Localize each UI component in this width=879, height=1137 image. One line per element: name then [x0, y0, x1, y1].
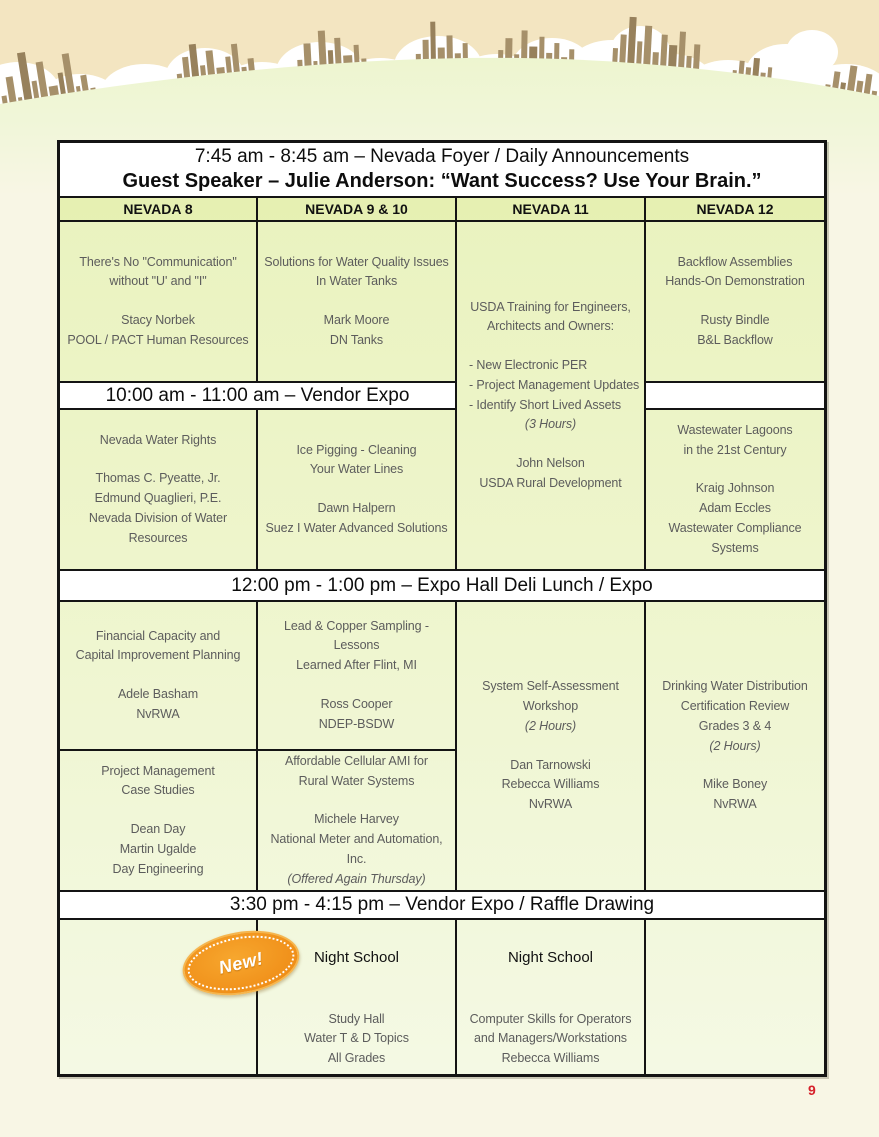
session-line: - New Electronic PER: [469, 358, 588, 372]
session-nevada-water-rights: [59, 409, 257, 570]
session-line: Nevada Division of Water: [88, 510, 228, 525]
session-line: Systems: [711, 540, 759, 555]
session-line: USDA Rural Development: [479, 475, 622, 490]
session-self-assessment-workshop: [456, 601, 645, 891]
session-line: Rusty Bindle: [700, 313, 770, 327]
session-line: Dean Day: [130, 822, 186, 837]
session-line: Study Hall: [328, 1011, 385, 1026]
session-line: Thomas C. Pyeatte, Jr.: [95, 471, 221, 486]
session-line: Rural Water Systems: [298, 773, 415, 788]
session-line: Dan Tarnowski: [510, 757, 591, 772]
session-line: John Nelson: [516, 456, 585, 470]
vendor-expo-band: 10:00 am - 11:00 am – Vendor Expo: [59, 382, 456, 409]
session-communication: [59, 221, 257, 382]
session-line: Learned After Flint, MI: [296, 658, 417, 673]
session-line: Adam Eccles: [699, 501, 771, 515]
session-line: Ice Pigging - Cleaning: [296, 442, 417, 457]
session-line: Dawn Halpern: [317, 501, 396, 515]
session-financial-capacity: [59, 601, 257, 750]
session-line: Wastewater Lagoons: [677, 422, 793, 437]
session-line: USDA Training for Engineers,: [470, 299, 631, 314]
session-line: B&L Backflow: [697, 332, 773, 347]
room-header-nevada-9-10: NEVADA 9 & 10: [257, 197, 456, 221]
session-line: Mike Boney: [702, 777, 768, 792]
session-ice-pigging: [257, 409, 456, 570]
empty-cell-nevada-12: [645, 919, 825, 1075]
session-cellular-ami: [257, 750, 456, 891]
room-header-nevada-12: NEVADA 12: [645, 197, 825, 221]
schedule-table: [57, 140, 827, 1077]
session-line: Wastewater Compliance: [668, 520, 802, 535]
session-line: Affordable Cellular AMI for: [285, 753, 428, 768]
session-line: Architects and Owners:: [486, 319, 615, 334]
session-line: (2 Hours): [524, 718, 577, 733]
session-line: NvRWA: [713, 797, 757, 811]
session-line: Kraig Johnson: [695, 481, 775, 496]
session-line: - Project Management Updates: [469, 377, 640, 392]
session-line: in the 21st Century: [683, 442, 787, 457]
room-header-nevada-8: NEVADA 8: [59, 197, 257, 221]
daily-announcement-header: [59, 142, 825, 197]
session-line: Night School: [507, 949, 594, 966]
session-line: Resources: [128, 530, 188, 545]
new-badge-label: New!: [216, 947, 266, 978]
session-line: Financial Capacity and: [95, 628, 221, 643]
session-line: - Identify Short Lived Assets: [469, 397, 622, 412]
session-line: Lead & Copper Sampling - Lessons: [284, 618, 429, 653]
session-line: Grades 3 & 4: [698, 718, 772, 733]
session-line: System Self-Assessment: [482, 679, 619, 694]
session-line: NDEP-BSDW: [318, 716, 395, 731]
session-lead-copper: [257, 601, 456, 750]
session-line: Edmund Quaglieri, P.E.: [94, 491, 222, 506]
session-line: Certification Review: [680, 699, 790, 713]
session-line: Suez I Water Advanced Solutions: [265, 520, 448, 535]
session-line: There's No "Communication": [79, 254, 237, 269]
session-line: Computer Skills for Operators: [469, 1011, 632, 1026]
session-line: Backflow Assemblies: [677, 254, 793, 269]
session-line: Your Water Lines: [309, 462, 404, 477]
nevada-12-gap-cell: [645, 382, 825, 409]
session-line: Adele Basham: [117, 687, 199, 701]
session-line: All Grades: [327, 1051, 386, 1066]
session-line: Rebecca Williams: [501, 1051, 600, 1066]
raffle-drawing-band: 3:30 pm - 4:15 pm – Vendor Expo / Raffle Drawing: [59, 891, 825, 919]
session-line: without "U' and "I": [109, 274, 207, 289]
session-line: and Managers/Workstations: [474, 1031, 627, 1046]
session-line: NvRWA: [528, 797, 573, 811]
session-line: Solutions for Water Quality Issues: [264, 254, 449, 269]
session-line: (2 Hours): [709, 738, 761, 753]
session-line: Day Engineering: [112, 861, 204, 876]
session-line: Mark Moore: [323, 313, 390, 327]
session-line: (Offered Again Thursday): [287, 871, 426, 886]
night-school-computer-skills: [456, 919, 645, 1075]
session-line: Nevada Water Rights: [99, 432, 217, 447]
session-water-quality-tanks: [257, 221, 456, 382]
session-line: Rebecca Williams: [501, 777, 600, 792]
session-project-management: [59, 750, 257, 891]
room-header-nevada-11: NEVADA 11: [456, 197, 645, 221]
deli-lunch-band: 12:00 pm - 1:00 pm – Expo Hall Deli Lunch / Expo: [59, 570, 825, 601]
session-line: Hands-On Demonstration: [665, 274, 805, 289]
announcement-time-line: 7:45 am - 8:45 am – Nevada Foyer / Daily Announcements: [194, 146, 690, 167]
session-line: (3 Hours): [524, 417, 577, 432]
page-number: 9: [808, 1082, 816, 1098]
session-line: Night School: [313, 949, 400, 966]
session-line: In Water Tanks: [315, 274, 398, 289]
session-line: National Meter and Automation, Inc.: [270, 832, 443, 866]
session-wastewater-lagoons: [645, 409, 825, 570]
session-line: Drinking Water Distribution: [662, 679, 808, 694]
session-drinking-water-certification: [645, 601, 825, 891]
session-line: Ross Cooper: [320, 696, 393, 711]
session-line: POOL / PACT Human Resources: [67, 332, 249, 347]
guest-speaker-line: Guest Speaker – Julie Anderson: “Want Success? Use Your Brain.”: [122, 170, 762, 192]
session-backflow-assemblies: [645, 221, 825, 382]
session-line: Project Management: [101, 763, 215, 778]
session-line: NvRWA: [136, 706, 180, 721]
session-line: Water T & D Topics: [304, 1031, 409, 1046]
session-usda-training: [456, 221, 645, 570]
session-line: DN Tanks: [329, 332, 384, 347]
session-line: Case Studies: [121, 783, 195, 798]
session-line: Workshop: [522, 699, 579, 713]
session-line: Michele Harvey: [314, 812, 399, 827]
session-line: Stacy Norbek: [121, 313, 195, 327]
session-line: Capital Improvement Planning: [75, 648, 241, 663]
session-line: Martin Ugalde: [119, 841, 197, 856]
